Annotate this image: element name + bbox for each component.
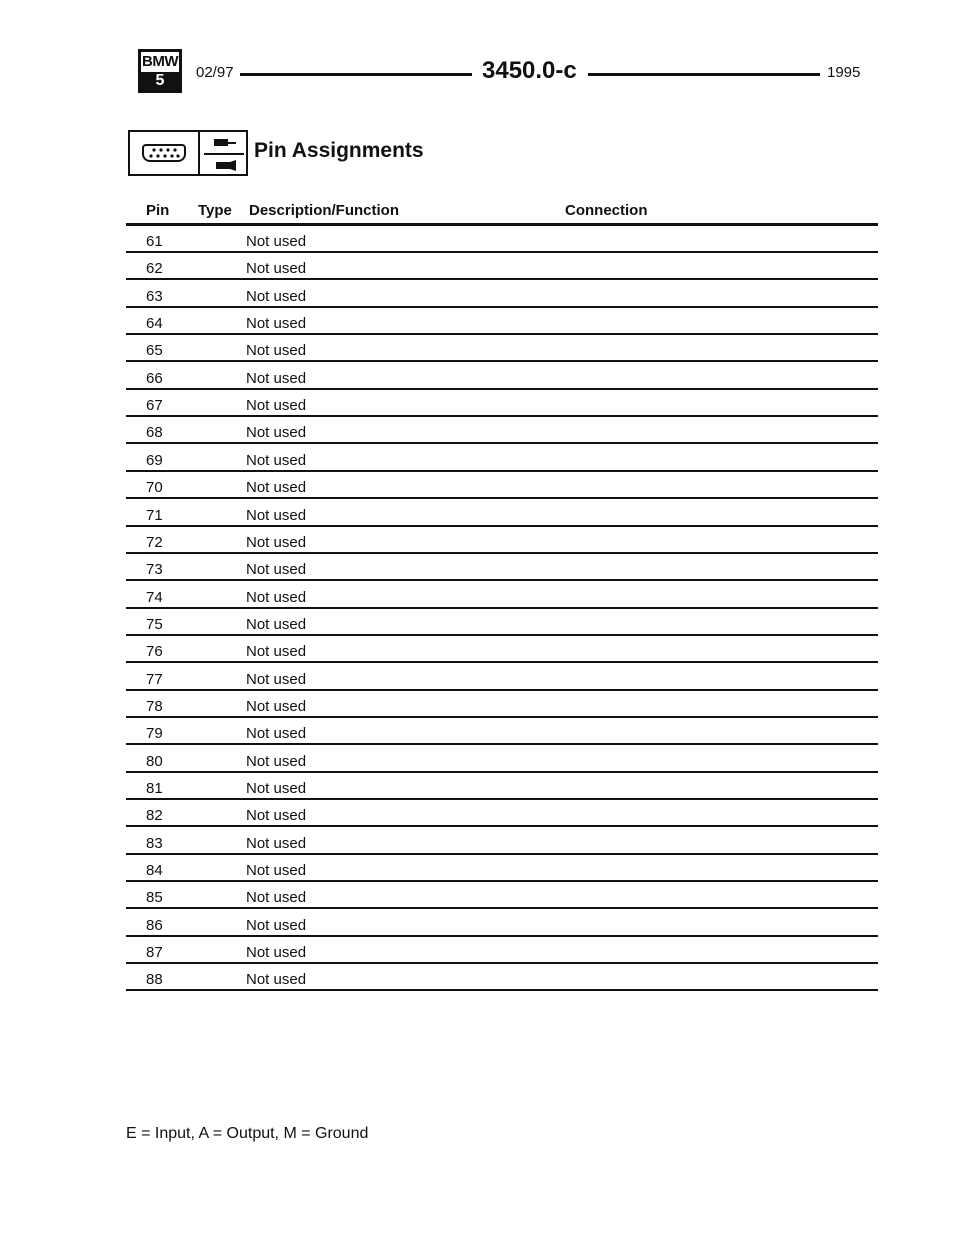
connector-pins-icon [144, 146, 184, 160]
table-row [126, 691, 878, 718]
table-row [126, 937, 878, 964]
pin-number: 77 [146, 670, 163, 688]
pin-number: 87 [146, 944, 163, 962]
pin-description: Not used [246, 342, 307, 360]
column-header-description: Description/Function [249, 202, 399, 219]
table-row [126, 582, 878, 609]
pin-description: Not used [246, 643, 307, 661]
pin-description: Not used [246, 670, 307, 688]
pin-number: 63 [146, 287, 163, 305]
table-row [126, 718, 878, 745]
table-row [126, 636, 878, 663]
header-rule-left [240, 73, 472, 76]
type-legend: E = Input, A = Output, M = Ground [126, 1125, 369, 1142]
table-row [126, 417, 878, 444]
pin-description: Not used [246, 725, 307, 743]
pin-number: 80 [146, 752, 163, 770]
page-title: Pin Assignments [254, 139, 424, 162]
pin-number: 66 [146, 369, 163, 387]
pin-description: Not used [246, 315, 307, 333]
document-number: 3450.0-c [482, 57, 577, 84]
pin-description: Not used [246, 752, 307, 770]
table-row [126, 445, 878, 472]
table-row [126, 363, 878, 390]
pin-number: 72 [146, 533, 163, 551]
pin-description: Not used [246, 533, 307, 551]
table-row [126, 773, 878, 800]
column-header-type: Type [198, 202, 232, 219]
table-row [126, 281, 878, 308]
header-year: 1995 [827, 64, 861, 81]
pin-description: Not used [246, 834, 307, 852]
pin-number: 69 [146, 451, 163, 469]
connector-plug-icon [142, 144, 186, 162]
logo-brand: BMW [142, 53, 178, 70]
table-row [126, 253, 878, 280]
column-header-connection: Connection [565, 202, 648, 219]
pin-number: 73 [146, 561, 163, 579]
pin-description: Not used [246, 971, 307, 989]
table-row [126, 910, 878, 937]
pin-number: 85 [146, 889, 163, 907]
table-row [126, 609, 878, 636]
logo-series: 5 [141, 72, 179, 90]
pin-description: Not used [246, 615, 307, 633]
pin-description: Not used [246, 287, 307, 305]
table-row [126, 554, 878, 581]
pin-number: 86 [146, 916, 163, 934]
pin-description: Not used [246, 916, 307, 934]
pin-number: 83 [146, 834, 163, 852]
table-row [126, 527, 878, 554]
pin-description: Not used [246, 780, 307, 797]
table-row [126, 855, 878, 882]
pin-number: 67 [146, 397, 163, 415]
pin-description: Not used [246, 889, 307, 907]
pin-description: Not used [246, 506, 307, 524]
pin-number: 74 [146, 588, 163, 606]
pin-number: 84 [146, 862, 163, 880]
pin-number: 65 [146, 342, 163, 360]
pin-description: Not used [246, 369, 307, 387]
table-row [126, 828, 878, 855]
column-header-pin: Pin [146, 202, 170, 219]
pin-description: Not used [246, 233, 307, 250]
table-row [126, 800, 878, 827]
pin-description: Not used [246, 807, 307, 825]
pin-number: 88 [146, 971, 163, 989]
pin-description: Not used [246, 697, 307, 715]
pin-description: Not used [246, 479, 307, 497]
pin-description: Not used [246, 944, 307, 962]
header-rule-right [588, 73, 820, 76]
pin-description: Not used [246, 397, 307, 415]
row-rule [126, 989, 878, 991]
table-row [126, 500, 878, 527]
pin-number: 75 [146, 615, 163, 633]
pin-number: 61 [146, 233, 163, 250]
pin-description: Not used [246, 260, 307, 278]
table-row [126, 390, 878, 417]
pin-description: Not used [246, 561, 307, 579]
table-row [126, 664, 878, 691]
pin-description: Not used [246, 862, 307, 880]
pin-number: 81 [146, 780, 163, 797]
input-output-icon [202, 134, 246, 174]
table-row [126, 472, 878, 499]
table-row [126, 964, 878, 991]
table-row [126, 882, 878, 909]
pin-description: Not used [246, 588, 307, 606]
pin-number: 78 [146, 697, 163, 715]
pin-number: 82 [146, 807, 163, 825]
pin-number: 70 [146, 479, 163, 497]
header-date: 02/97 [196, 64, 234, 81]
table-row [126, 746, 878, 773]
pin-number: 71 [146, 506, 163, 524]
bmw-logo [138, 49, 182, 93]
table-row [126, 226, 878, 253]
table-row [126, 335, 878, 362]
pin-number: 62 [146, 260, 163, 278]
pin-number: 76 [146, 643, 163, 661]
pin-number: 79 [146, 725, 163, 743]
pin-number: 64 [146, 315, 163, 333]
table-row [126, 308, 878, 335]
pin-description: Not used [246, 424, 307, 442]
connector-pin-icon [128, 130, 248, 176]
pin-description: Not used [246, 451, 307, 469]
pin-number: 68 [146, 424, 163, 442]
icon-divider [198, 132, 200, 174]
